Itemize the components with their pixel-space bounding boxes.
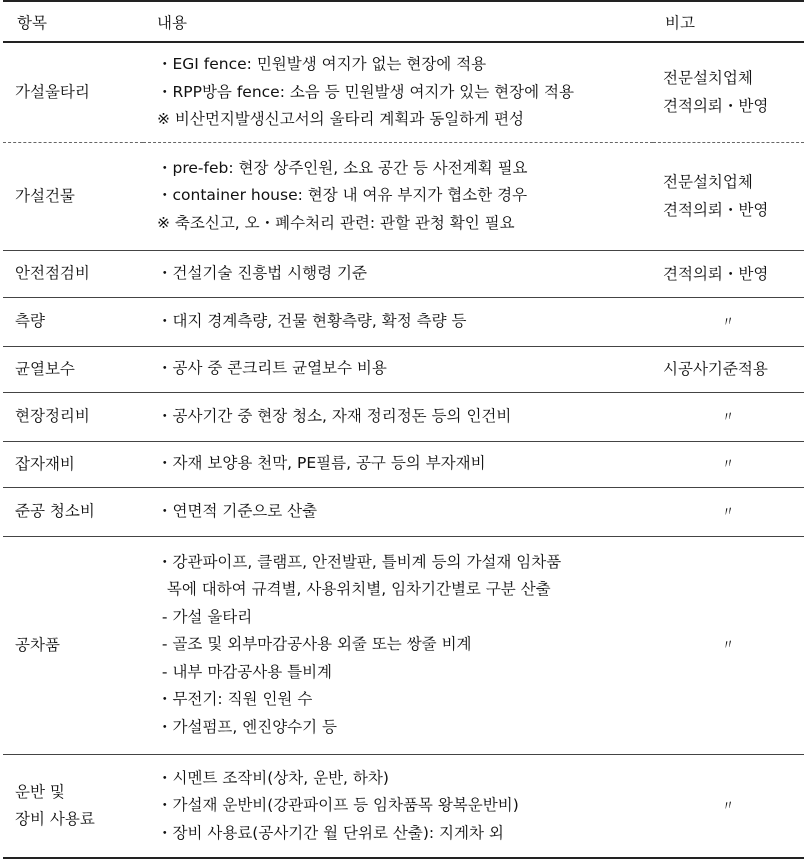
row-content bbox=[143, 346, 653, 392]
note-line: 견적의뢰・반영 bbox=[663, 264, 769, 283]
note-line: 견적의뢰・반영 bbox=[663, 97, 769, 116]
row-item-line: 공차품 bbox=[15, 635, 60, 654]
row-content bbox=[143, 754, 653, 858]
row-item bbox=[3, 754, 143, 858]
row-item bbox=[3, 487, 143, 536]
row-item-line: 잡자재비 bbox=[15, 454, 75, 473]
row-item-line: 장비 사용료 bbox=[15, 809, 95, 828]
content-line: - 가설 울타리 bbox=[157, 607, 253, 626]
row-item-line: 운반 및 bbox=[15, 782, 65, 801]
table-row bbox=[3, 392, 804, 441]
content-line: ・RPP방음 fence: 소음 등 민원발생 여지가 있는 현장에 적용 bbox=[157, 82, 574, 101]
row-content bbox=[143, 441, 653, 487]
row-item-line: 현장정리비 bbox=[15, 407, 90, 425]
ditto-mark: 〃 bbox=[720, 636, 737, 655]
row-item bbox=[3, 536, 143, 754]
content-line: ・시멘트 조작비(상차, 운반, 하차) bbox=[157, 768, 389, 787]
row-note bbox=[653, 42, 804, 142]
cost-items-table bbox=[3, 0, 804, 859]
note-line: 견적의뢰・반영 bbox=[663, 201, 769, 219]
content-line: ・EGI fence: 민원발생 여지가 없는 현장에 적용 bbox=[157, 55, 487, 73]
content-line: ※ 축조신고, 오・폐수처리 관련: 관할 관청 확인 필요 bbox=[157, 213, 515, 232]
content-line: ・공사기간 중 현장 청소, 자재 정리정돈 등의 인건비 bbox=[157, 406, 512, 425]
row-item-line: 가설건물 bbox=[15, 186, 75, 205]
header-item: 항목 bbox=[3, 1, 143, 42]
table-row bbox=[3, 250, 804, 297]
row-item bbox=[3, 142, 143, 250]
row-content bbox=[143, 297, 653, 346]
header-content: 내용 bbox=[143, 1, 653, 42]
row-item-line: 가설울타리 bbox=[15, 82, 90, 101]
row-content bbox=[143, 536, 653, 754]
row-item bbox=[3, 250, 143, 297]
row-note bbox=[653, 441, 804, 487]
table-row bbox=[3, 487, 804, 536]
row-item-line: 균열보수 bbox=[15, 359, 75, 378]
row-note bbox=[653, 754, 804, 858]
ditto-mark: 〃 bbox=[720, 313, 737, 331]
content-line: ・가설재 운반비(강관파이프 등 임차품목 왕복운반비) bbox=[157, 796, 519, 814]
content-line: ・무전기: 직원 인원 수 bbox=[157, 690, 313, 709]
row-item bbox=[3, 346, 143, 392]
content-line: ・container house: 현장 내 여유 부지가 협소한 경우 bbox=[157, 186, 528, 205]
row-content bbox=[143, 392, 653, 441]
table-row bbox=[3, 142, 804, 250]
row-content bbox=[143, 42, 653, 142]
row-note bbox=[653, 142, 804, 250]
row-item bbox=[3, 441, 143, 487]
table-row bbox=[3, 754, 804, 858]
ditto-mark: 〃 bbox=[720, 797, 737, 815]
row-content bbox=[143, 142, 653, 250]
content-line: ・pre-feb: 현장 상주인원, 소요 공간 등 사전계획 필요 bbox=[157, 158, 528, 177]
row-item bbox=[3, 392, 143, 441]
table-row bbox=[3, 536, 804, 754]
content-line: ・연면적 기준으로 산출 bbox=[157, 501, 318, 520]
ditto-mark: 〃 bbox=[720, 455, 737, 474]
content-line: ・강관파이프, 클램프, 안전발판, 틀비계 등의 가설재 임차품 bbox=[157, 552, 562, 571]
row-note bbox=[653, 487, 804, 536]
row-content bbox=[143, 487, 653, 536]
row-note bbox=[653, 250, 804, 297]
content-line: ※ 비산먼지발생신고서의 울타리 계획과 동일하게 편성 bbox=[157, 110, 525, 128]
header-note: 비고 bbox=[653, 1, 804, 42]
table-row bbox=[3, 42, 804, 142]
row-note bbox=[653, 297, 804, 346]
row-note bbox=[653, 346, 804, 392]
content-line: ・가설펌프, 엔진양수기 등 bbox=[157, 717, 338, 736]
content-line: ・장비 사용료(공사기간 월 단위로 산출): 지게차 외 bbox=[157, 823, 504, 842]
content-line: - 골조 및 외부마감공사용 외줄 또는 쌍줄 비계 bbox=[157, 635, 472, 654]
row-note bbox=[653, 392, 804, 441]
note-line: 시공사기준적용 bbox=[663, 360, 768, 378]
table-row bbox=[3, 346, 804, 392]
content-line: ・공사 중 콘크리트 균열보수 비용 bbox=[157, 359, 387, 378]
ditto-mark: 〃 bbox=[720, 408, 737, 426]
row-item-line: 안전점검비 bbox=[15, 264, 90, 282]
row-item-line: 측량 bbox=[15, 312, 45, 330]
content-line: 목에 대하여 규격별, 사용위치별, 임차기간별로 구분 산출 bbox=[157, 580, 551, 599]
table-row bbox=[3, 441, 804, 487]
row-content bbox=[143, 250, 653, 297]
row-item bbox=[3, 297, 143, 346]
note-line: 전문설치업체 bbox=[663, 69, 753, 88]
content-line: ・대지 경계측량, 건물 현황측량, 확정 측량 등 bbox=[157, 311, 467, 330]
table-row bbox=[3, 297, 804, 346]
row-item-line: 준공 청소비 bbox=[15, 502, 95, 520]
row-note bbox=[653, 536, 804, 754]
note-line: 전문설치업체 bbox=[663, 173, 753, 191]
content-line: ・자재 보양용 천막, PE필름, 공구 등의 부자재비 bbox=[157, 454, 486, 473]
ditto-mark: 〃 bbox=[720, 503, 737, 521]
content-line: - 내부 마감공사용 틀비계 bbox=[157, 662, 333, 681]
row-item bbox=[3, 42, 143, 142]
content-line: ・건설기술 진흥법 시행령 기준 bbox=[157, 263, 367, 282]
table-header-row bbox=[3, 1, 804, 42]
